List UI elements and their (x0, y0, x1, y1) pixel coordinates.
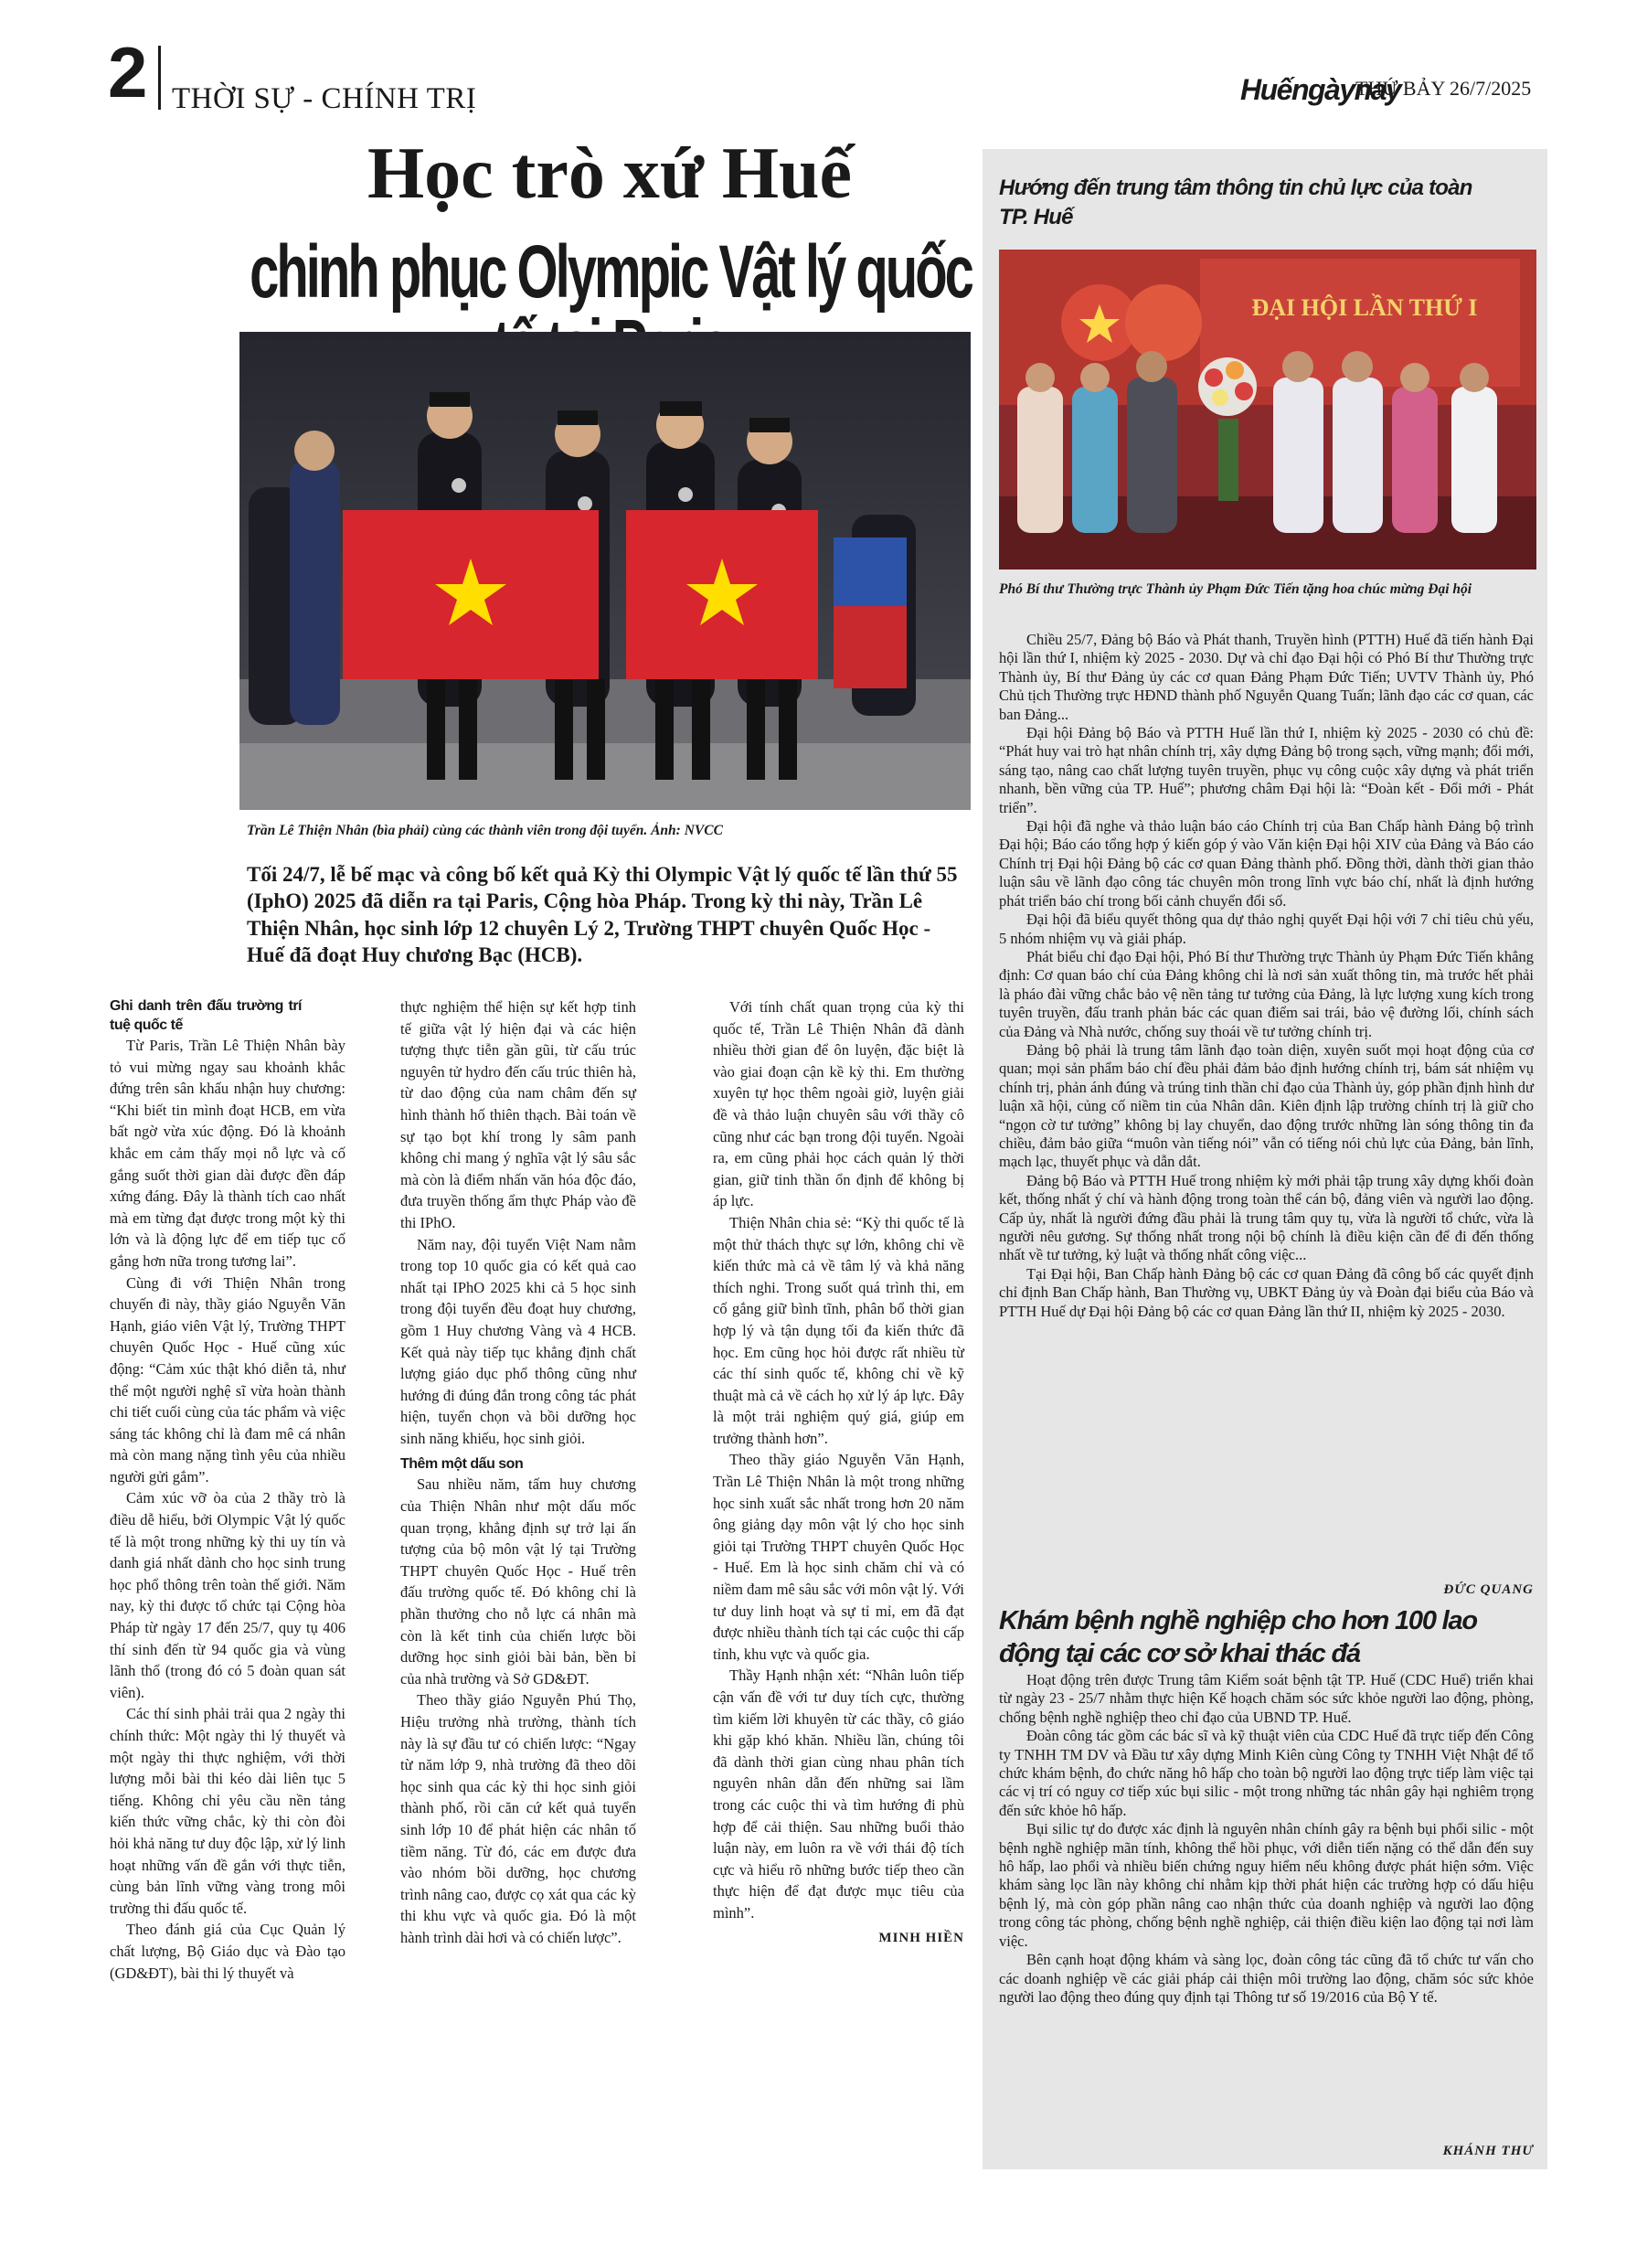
paragraph: Đảng bộ Báo và PTTH Huế trong nhiệm kỳ mới phải tập trung xây dựng khối đoàn kết, thống nhất ý chí và hành động trong toàn thể cán bộ, đảng viên và người lao động. Cấp ủy, nhất là người đứng đầu phải là trung tâm quy tụ, vừa là người tổ chức, vừa là người nêu gương. Sự thống nhất trong nội bộ chính là điều kiện cần để đi đến thống nhất về tư tưởng, kỷ luật và thống nhất công việc... (999, 1171, 1534, 1264)
health-article-headline: Khám bệnh nghề nghiệp cho hơn 100 lao động tại các cơ sở khai thác đá (999, 1606, 1477, 1668)
paragraph: Đại hội Đảng bộ Báo và PTTH Huế lần thứ I, nhiệm kỳ 2025 - 2030 có chủ đề: “Phát huy vai trò hạt nhân chính trị, xây dựng Đảng bộ trong sạch, vững mạnh; đổi mới, sáng tạo, nâng cao chất lượng tuyên truyền, phục vụ công cuộc xây dựng và phát triển nhanh, bền vững của TP. Huế”; phương châm Đại hội là: “Đoàn kết - Đổi mới - Phát triển”. (999, 724, 1534, 816)
paragraph: Với tính chất quan trọng của kỳ thi quốc tế, Trần Lê Thiện Nhân đã dành nhiều thời gian để ôn luyện, đặc biệt là vào giai đoạn cận kề kỳ thi. Em thường xuyên tự học thêm ngoài giờ, luyện giải đề và thảo luận chuyên sâu với thầy cô cũng như các bạn trong đội tuyển. Ngoài ra, em cũng phải học cách quản lý thời gian, giữ tinh thần ổn định để không bị áp lực. (713, 998, 964, 1210)
paragraph: Thầy Hạnh nhận xét: “Nhân luôn tiếp cận vấn đề với tư duy tích cực, thường tìm kiếm lời khuyên từ các thầy, cô giáo khi gặp khó khăn. Nhiều lần, chúng tôi đã dành thời gian cùng nhau phân tích nguyên nhân dẫn đến những sai lầm trong các cuộc thi và tìm hướng đi phù hợp để cải thiện. Sau những buổi thảo luận này, em luôn ra về với thái độ tích cực và hiểu rõ những bước tiếp theo cần thực hiện để đạt được mục tiêu của mình”. (713, 1666, 964, 1922)
paragraph: Bên cạnh hoạt động khám và sàng lọc, đoàn công tác cũng đã tổ chức tư vấn cho các doanh nghiệp về các giải pháp cải thiện môi trường lao động, chăm sóc sức khỏe người lao động theo đúng quy định tại Thông tư số 19/2016 của Bộ Y tế. (999, 1951, 1534, 2006)
paragraph: Từ Paris, Trần Lê Thiện Nhân bày tỏ vui mừng ngay sau khoảnh khắc đứng trên sân khấu nhận huy chương: “Khi biết tin mình đoạt HCB, em vừa bất ngờ vừa xúc động. Đó là khoảnh khắc em cảm thấy mọi nỗ lực và cố gắng suốt thời gian dài được đền đáp xứng đáng. Đây là thành tích cao nhất mà em từng đạt được trong một kỳ thi lớn và là động lực để em tiếp tục cố gắng hơn nữa trong tương lai”. (110, 1037, 345, 1270)
section-title: THỜI SỰ - CHÍNH TRỊ (172, 82, 477, 115)
paragraph: Theo đánh giá của Cục Quản lý chất lượng, Bộ Giáo dục và Đào tạo (GD&ĐT), bài thi lý thuyết và (110, 1921, 345, 1982)
paragraph: Hoạt động trên được Trung tâm Kiểm soát bệnh tật TP. Huế (CDC Huế) triển khai từ ngày 23 - 25/7 nhằm thực hiện Kế hoạch chăm sóc sức khỏe người lao động, phòng, chống bệnh nghề nghiệp theo chỉ đạo của UBND TP. Huế. (999, 1671, 1534, 1726)
health-article-body (999, 1671, 1534, 2007)
sidebar-article-body (999, 631, 1534, 1321)
paragraph: Năm nay, đội tuyển Việt Nam nằm trong top 10 quốc gia có kết quả cao nhất tại IPhO 2025 khi cả 5 học sinh trong đội tuyển đều đoạt huy chương, gồm 1 Huy chương Vàng và 4 HCB. Kết quả này tiếp tục khẳng định chất lượng giáo dục phổ thông cũng như hướng đi đúng đắn trong công tác phát hiện, tuyển chọn và bồi dưỡng học sinh năng khiếu, học sinh giỏi. (400, 1235, 636, 1447)
paragraph: Đoàn công tác gồm các bác sĩ và kỹ thuật viên của CDC Huế đã trực tiếp đến Công ty TNHH TM DV và Đầu tư xây dựng Minh Kiên cùng Công ty TNHH Việt Nhật để tổ chức khám bệnh, đo chức năng hô hấp cho toàn bộ người lao động trực tiếp làm việc tại các vị trí có nguy cơ tiếp xúc bụi silic - một trong những tác nhân gây hại nghiêm trọng đến sức khỏe hô hấp. (999, 1727, 1534, 1819)
header-divider (158, 46, 161, 110)
paragraph: Đại hội đã biểu quyết thông qua dự thảo nghị quyết Đại hội với 7 chỉ tiêu chủ yếu, 5 nhóm nhiệm vụ và giải pháp. (999, 910, 1534, 947)
paragraph: Cùng đi với Thiện Nhân trong chuyến đi này, thầy giáo Nguyễn Văn Hạnh, giáo viên Vật lý, Trường THPT chuyên Quốc Học - Huế cũng xúc động: “Cảm xúc thật khó diễn tả, như thể một người nghệ sĩ vừa hoàn thành chi tiết cuối cùng của tác phẩm và việc sáng tác không chỉ là đam mê cá nhân mà còn mang nặng tình yêu của nhiều người gửi gắm”. (110, 1273, 345, 1485)
main-headline-line1: Học trò xứ Huế (367, 133, 853, 214)
team-photo-illustration (239, 332, 971, 810)
author-byline: MINH HIỀN (878, 1930, 964, 1945)
paragraph: Sau nhiều năm, tấm huy chương của Thiện Nhân như một dấu mốc quan trọng, khẳng định sự trở lại ấn tượng của bộ môn vật lý tại Trường THPT chuyên Quốc Học - Huế trên đấu trường quốc tế. Đó không chỉ là phần thưởng cho nỗ lực cá nhân mà còn là kết tinh của chiến lược bồi dưỡng học sinh giỏi bài bản, bền bỉ của nhà trường và Sở GD&ĐT. (400, 1475, 636, 1688)
paragraph: Phát biểu chỉ đạo Đại hội, Phó Bí thư Thường trực Thành ủy Phạm Đức Tiến khẳng định: Cơ quan báo chí của Đảng không chỉ là nơi sản xuất thông tin, mà trước hết phải là pháo đài vững chắc bảo vệ nền tảng tư tưởng của Đảng, là lực lượng xung kích trong tuyên truyền, đấu tranh phản bác các quan điểm sai trái, bảo vệ đường lối, chính sách của Đảng và Nhà nước, chống suy thoái về tư tưởng chính trị. (999, 947, 1534, 1040)
foreign-flag-blue (834, 538, 907, 611)
congress-photo-illustration (999, 250, 1536, 570)
paragraph: Cảm xúc vỡ òa của 2 thầy trò là điều dễ hiểu, bởi Olympic Vật lý quốc tế là một trong những kỳ thi uy tín và danh giá nhất dành cho học sinh trung học phổ thông trên toàn thế giới. Năm nay, kỳ thi được tổ chức tại Cộng hòa Pháp từ ngày 17 đến 25/7, quy tụ 406 thí sinh đến từ 94 quốc gia và vùng lãnh thổ (trong đó có 5 đoàn quan sát viên). (110, 1489, 345, 1701)
health-article-byline: KHÁNH THƯ (1442, 2144, 1534, 2158)
paragraph: Theo thầy giáo Nguyễn Phú Thọ, Hiệu trưởng nhà trường, thành tích này là sự đầu tư có chiến lược: “Ngay từ năm lớp 9, nhà trường đã theo dõi học sinh qua các kỳ thi học sinh giỏi thành phố, rồi căn cứ kết quả tuyển sinh lớp 10 để phát hiện các nhân tố tiềm năng. Từ đó, các em được đưa vào nhóm bồi dưỡng, học chương trình nâng cao, được cọ xát qua các kỳ thi khu vực và quốc gia. Đó là một hành trình dài hơi và có chiến lược”. (400, 1691, 636, 1946)
paragraph: Đảng bộ phải là trung tâm lãnh đạo toàn diện, xuyên suốt mọi hoạt động của cơ quan; mọi sản phẩm báo chí đều phải đảm bảo định hướng chính trị, bám sát nhiệm vụ chính trị, phản ánh đúng và trúng tinh thần chỉ đạo của Thành ủy, góp phần định hình dư luận xã hội, củng cố niềm tin của Nhân dân. Kiên định lập trường chính trị là giữ cho “ngọn cờ tư tưởng” không bị lay chuyển, dao động trước những làn sóng thông tin đa chiều, đảm bảo giữa “muôn vàn tiếng nói” vẫn có tiếng nói chủ lực của Đảng, bản lĩnh, mạch lạc, thuyết phục và dẫn dắt. (999, 1040, 1534, 1171)
article-column-1 (110, 996, 345, 1984)
congress-photo (999, 250, 1536, 570)
paragraph: Thiện Nhân chia sẻ: “Kỳ thi quốc tế là một thử thách thực sự lớn, không chỉ về kiến thức mà cả về tâm lý và khả năng thích nghi. Trong suốt quá trình thi, em cố gắng giữ bình tĩnh, phân bổ thời gian hợp lý và tận dụng tối đa kiến thức đã học. Em cũng học hỏi được rất nhiều từ các thí sinh quốc tế, không chỉ về kỹ thuật mà cả về cách họ xử lý áp lực. Đây là một trải nghiệm quý giá, giúp em trưởng thành hơn”. (713, 1213, 964, 1447)
sidebar-byline: ĐỨC QUANG (1443, 1582, 1534, 1597)
page-number: 2 (108, 32, 148, 112)
team-photo (239, 332, 971, 810)
paragraph: Theo thầy giáo Nguyễn Văn Hạnh, Trần Lê Thiện Nhân là một trong những học sinh xuất sắc nhất trong hơn 20 năm ông giảng dạy môn vật lý cho học sinh giỏi tại Trường THPT chuyên Quốc Học - Huế. Em là học sinh chăm chỉ và có niềm đam mê sâu sắc với môn vật lý. Với tư duy linh hoạt và sự tỉ mỉ, em đã đạt được nhiều thành tích tại các cuộc thi cấp tỉnh, khu vực và quốc gia. (713, 1451, 964, 1663)
paragraph: Tại Đại hội, Ban Chấp hành Đảng bộ các cơ quan Đảng đã công bố các quyết định chỉ định Ban Chấp hành, Ban Thường vụ, UBKT Đảng ủy và Đoàn đại biểu của Báo và PTTH Huế dự Đại hội Đảng bộ các cơ quan Đảng lần thứ II, nhiệm kỳ 2025 - 2030. (999, 1264, 1534, 1320)
paragraph: Các thí sinh phải trải qua 2 ngày thi chính thức: Một ngày thi lý thuyết và một ngày thi thực nghiệm, với thời lượng mỗi bài thi kéo dài liên tục 5 tiếng. Không chỉ yêu cầu nền tảng kiến thức vững chắc, kỳ thi còn đòi hỏi khả năng tư duy độc lập, xử lý linh hoạt những vấn đề gắn với thực tiễn, cùng bản lĩnh vững vàng trong môi trường thi đấu quốc tế. (110, 1705, 345, 1917)
paragraph: Đại hội đã nghe và thảo luận báo cáo Chính trị của Ban Chấp hành Đảng bộ trình Đại hội; Báo cáo tổng hợp ý kiến góp ý vào Văn kiện Đại hội XIV của Đảng và Báo cáo Chính trị Đại hội Đảng bộ các cơ quan Đảng thành phố. Đồng thời, dành thời gian thảo luận sâu về lãnh đạo công tác chuyên môn trong lĩnh vực báo chí, nhất là định hướng phát triển báo chí trong bối cảnh chuyển đổi số. (999, 817, 1534, 910)
article-column-3 (713, 996, 964, 1949)
main-headline-line2: chinh phục Olympic Vật lý quốc (250, 230, 972, 314)
sidebar-headline: Hướng đến trung tâm thông tin chủ lực của toàn TP. Huế (999, 176, 1472, 229)
paragraph: Bụi silic tự do được xác định là nguyên nhân chính gây ra bệnh bụi phổi silic - một bệnh nghề nghiệp mãn tính, không thể hồi phục, với diễn tiến nặng có thể dẫn đến suy hô hấp, lao phổi và nhiều biến chứng nguy hiểm nếu không được phát hiện sớm. Việc khám sàng lọc lần này không chỉ nhằm kịp thời phát hiện các trường hợp có dấu hiệu bệnh lý, mà còn góp phần nâng cao nhận thức của doanh nghiệp và người lao động trong công tác phòng, chống bệnh nghề nghiệp, cải thiện điều kiện lao động tại nơi làm việc. (999, 1820, 1534, 1950)
paragraph: Chiều 25/7, Đảng bộ Báo và Phát thanh, Truyền hình (PTTH) Huế đã tiến hành Đại hội lần thứ I, nhiệm kỳ 2025 - 2030. Dự và chỉ đạo Đại hội có Phó Bí thư Thường trực Thành ủy, Bí thư Đảng ủy các cơ quan Đảng Phạm Đức Tiến; UVTV Thành ủy, Phó Chủ tịch Thường trực HĐND thành phố Nguyễn Quang Tuấn; lãnh đạo các cơ quan, các ban Đảng... (999, 631, 1534, 723)
sidebar-photo-caption: Phó Bí thư Thường trực Thành ủy Phạm Đức Tiến tặng hoa chúc mừng Đại hội (999, 581, 1472, 597)
paragraph: thực nghiệm thể hiện sự kết hợp tinh tế giữa vật lý hiện đại và các hiện tượng thực tiễn gần gũi, từ cấu trúc nguyên tử hydro đến cấu trúc thiên hà, từ dao động của nam châm đến sự hình thành hố thiên thạch. Bài toán về sự tạo bọt khí trong ly sâm panh không chỉ mang ý nghĩa vật lý sâu sắc mà còn là điểm nhấn văn hóa độc đáo, đưa truyền thống ẩm thực Pháp vào đề thi IPhO. (400, 998, 636, 1231)
newspaper-logo: Huếngàynay (1240, 73, 1401, 106)
subheading: Ghi danh trên đấu trường trí tuệ quốc tế (110, 998, 302, 1033)
article-column-2 (400, 996, 636, 1949)
subheading: Thêm một dấu son (400, 1456, 524, 1473)
lead-paragraph: Tối 24/7, lễ bế mạc và công bố kết quả Kỳ thi Olympic Vật lý quốc tế lần thứ 55 (IphO) 2025 đã diễn ra tại Paris, Cộng hòa Pháp. Trong kỳ thi này, Trần Lê Thiện Nhân, học sinh lớp 12 chuyên Lý 2, Trường THPT chuyên Quốc Học - Huế đã đoạt Huy chương Bạc (HCB). (247, 863, 958, 967)
issue-date: THỨ BẢY 26/7/2025 (1355, 77, 1532, 100)
photo-caption: Trần Lê Thiện Nhân (bìa phải) cùng các thành viên trong đội tuyển. Ảnh: NVCC (247, 823, 723, 838)
backdrop-banner: ĐẠI HỘI LẦN THỨ I (1251, 294, 1478, 321)
